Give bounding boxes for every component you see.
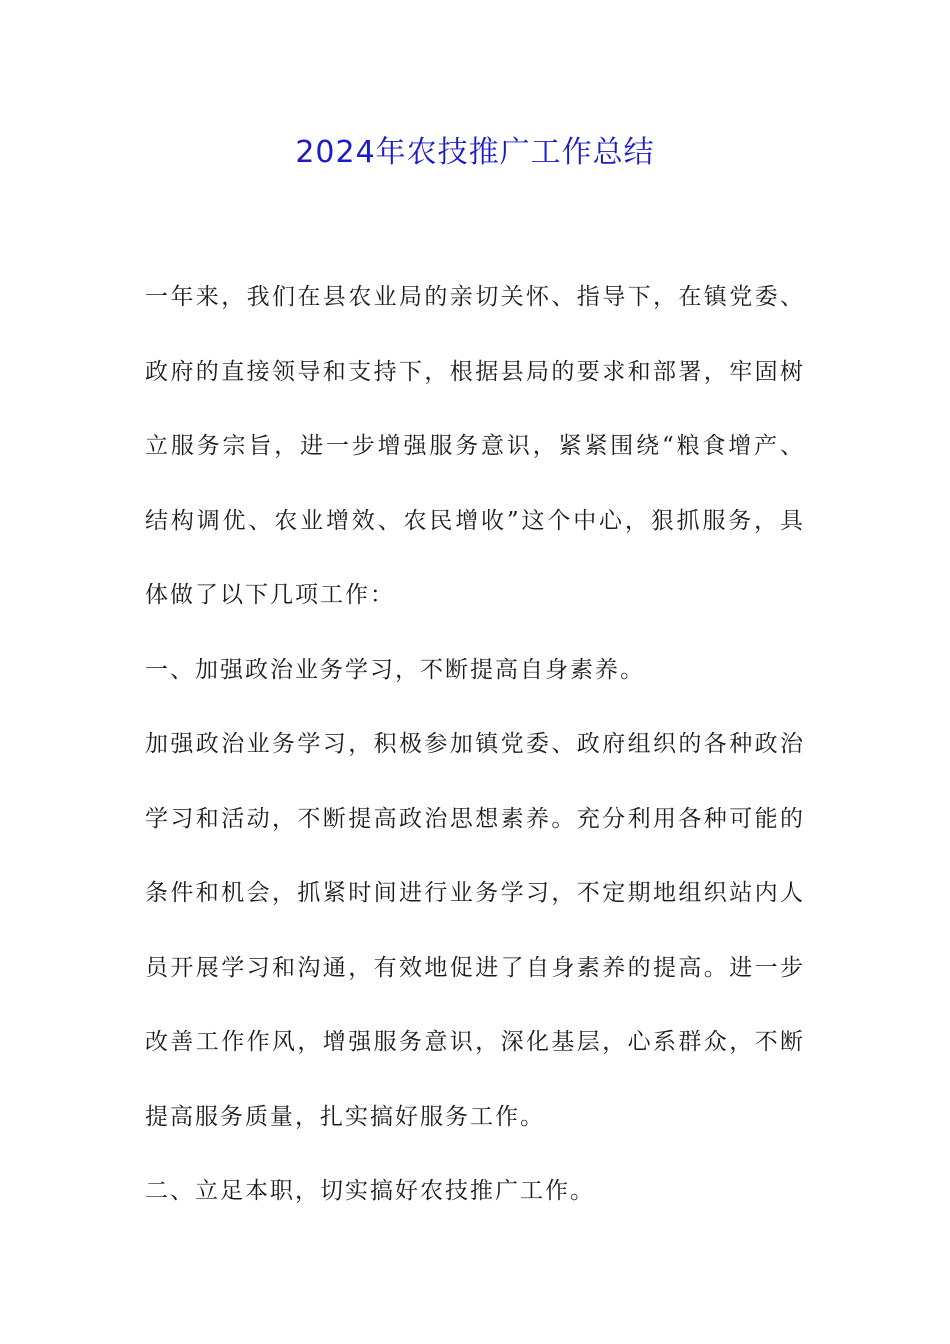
section-heading-1: 一、加强政治业务学习，不断提高自身素养。 bbox=[145, 656, 645, 683]
document-title: 2024年农技推广工作总结 bbox=[295, 135, 655, 170]
section-heading-2: 二、立足本职，切实搞好农技推广工作。 bbox=[145, 1178, 595, 1204]
paragraph-intro: 一年来，我们在县农业局的亲切关怀、指导下，在镇党委、政府的直接领导和支持下，根据县局的要求和部署，牢固树立服务宗旨，进一步增强服务意识，紧紧围绕“粮食增产、结构调优、农业增效、农民增收”这个中心，狠抓服务，具体做了以下几项工作： bbox=[145, 284, 805, 608]
document-body bbox=[145, 260, 805, 1229]
paragraph-section-1: 加强政治业务学习，积极参加镇党委、政府组织的各种政治学习和活动，不断提高政治思想素养。充分利用各种可能的条件和机会，抓紧时间进行业务学习，不定期地组织站内人员开展学习和沟通，有效地促进了自身素养的提高。进一步改善工作作风，增强服务意识，深化基层，心系群众，不断提高服务质量，扎实搞好服务工作。 bbox=[145, 731, 805, 1130]
